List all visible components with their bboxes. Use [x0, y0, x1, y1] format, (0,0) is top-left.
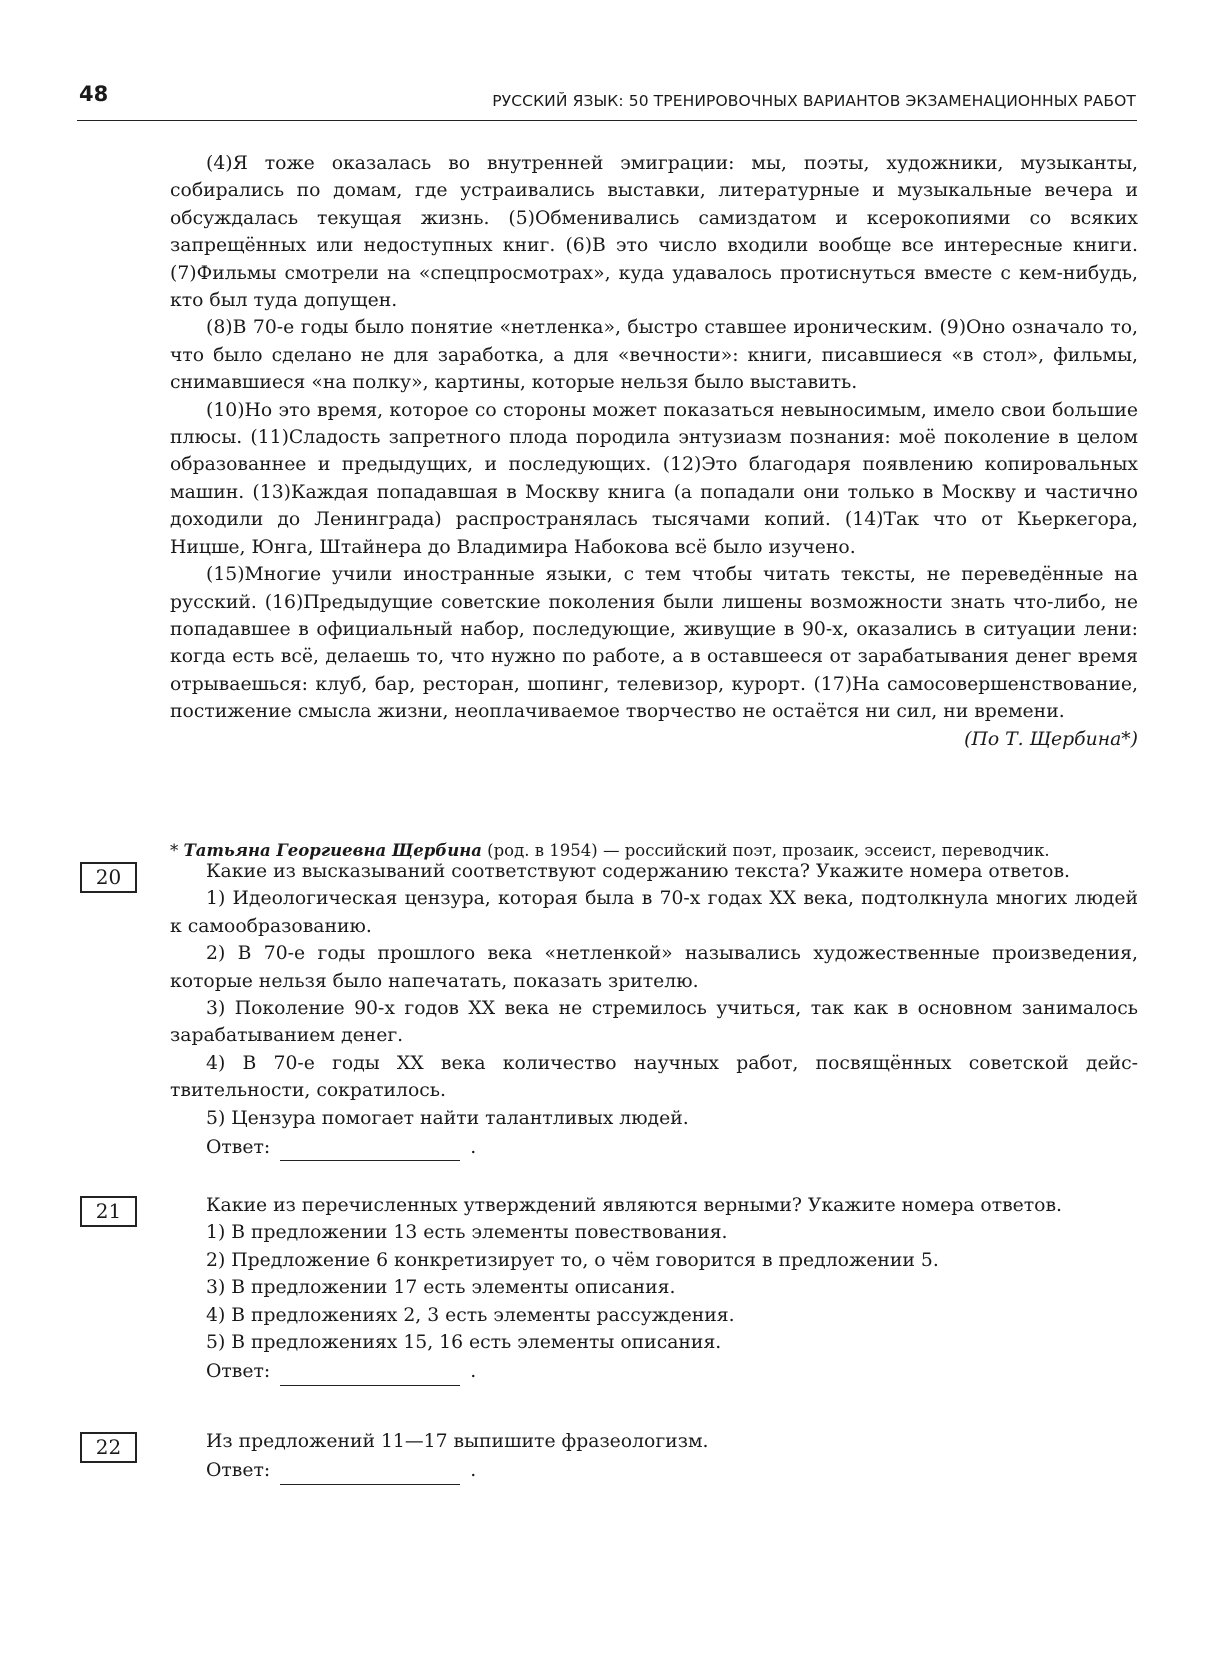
- running-head: РУССКИЙ ЯЗЫК: 50 ТРЕНИРОВОЧНЫХ ВАРИАНТОВ ЭКЗАМЕНАЦИОННЫХ РАБОТ: [492, 92, 1136, 110]
- task-option: 3) В предложении 17 есть элементы описания.: [206, 1277, 676, 1299]
- reading-text: [170, 150, 1138, 753]
- header-rule: [77, 120, 1137, 121]
- task-number-box: 22: [80, 1432, 137, 1463]
- answer-row: [206, 1358, 1138, 1385]
- paragraph: (4)Я тоже оказалась во внутренней эмиграции: мы, поэты, художники, музыканты, собирались по домам, где устраивались выставки, литературные и музыкальные вечера и обсуждалась текущая жизнь. (5)Обменивались самиздатом и ксерокопиями со всяких запрещённых или недоступных книг. (6)В это число входили вообще все интересные книги. (7)Фильмы смотрели на «спецпросмотрах», куда удавалось протиснуться вместе с кем-нибудь, кто был туда допущен.: [170, 153, 1138, 312]
- task-option: 1) В предложении 13 есть элементы повествования.: [206, 1222, 728, 1244]
- footnote-name: Татьяна Георгиевна Щербина: [183, 841, 482, 860]
- paragraph: (15)Многие учили иностранные языки, с тем чтобы читать тексты, не переведённые на русский. (16)Предыдущие советские поколения были лишены возможности знать что-либо, не попадавшее в официальный набор, последующие, живущие в 90-х, оказались в ситуации лени: когда есть всё, делаешь то, что нужно по работе, а в оставшееся от зарабатывания денег время отрываешься: клуб, бар, ресторан, шопинг, телевизор, курорт. (17)На самосовершенствование, постижение смысла жизни, неоплачиваемое творчество не остаётся ни сил, ни времени.: [170, 564, 1138, 723]
- task-22: [170, 1428, 1138, 1485]
- task-21: [170, 1192, 1138, 1386]
- answer-end: .: [470, 1361, 477, 1383]
- answer-field[interactable]: [280, 1142, 460, 1161]
- task-number-box: 20: [80, 862, 137, 893]
- footnote-marker: *: [170, 841, 184, 860]
- answer-row: [206, 1134, 1138, 1161]
- page-number: 48: [79, 82, 109, 106]
- attribution: (По Т. Щербина*): [964, 728, 1138, 750]
- task-option: 4) В 70-е годы XX века количество научных работ, посвящённых советской действительности, сократилось.: [170, 1052, 1138, 1102]
- paragraph: (8)В 70-е годы было понятие «нетленка», быстро ставшее ироническим. (9)Оно означало то, что было сделано не для заработка, а для «вечности»: книги, писавшиеся «в стол», фильмы, снимавшиеся «на полку», картины, которые нельзя было выставить.: [170, 317, 1138, 394]
- task-question: Какие из высказываний соответствуют содержанию текста? Укажите номера ответов.: [206, 861, 1071, 882]
- answer-end: .: [470, 1137, 477, 1159]
- answer-field[interactable]: [280, 1466, 460, 1485]
- task-number-box: 21: [80, 1196, 137, 1227]
- paragraph: (10)Но это время, которое со стороны может показаться невыносимым, имело свои большие плюсы. (11)Сладость запретного плода породила энтузиазм познания: моё поколение в целом образованнее и предыдущих, и последующих. (12)Это благодаря появлению копировальных машин. (13)Каждая попадавшая в Москву книга (а попадали они только в Москву и частично доходили до Ленинграда) распространялась тысячами копий. (14)Так что от Кьеркегора, Ницше, Юнга, Штайнера до Владимира Набокова всё было изучено.: [170, 399, 1138, 558]
- footnote-text: (род. в 1954) — российский поэт, прозаик, эссеист, переводчик.: [481, 841, 1050, 860]
- answer-label: Ответ:: [206, 1460, 271, 1482]
- answer-label: Ответ:: [206, 1361, 271, 1383]
- answer-label: Ответ:: [206, 1137, 271, 1159]
- task-question: Какие из перечисленных утверждений являются верными? Укажите номера ответов.: [206, 1195, 1063, 1216]
- answer-row: [206, 1457, 1138, 1484]
- task-option: 1) Идеологическая цензура, которая была в 70-х годах XX века, подтолкнула многих людей к самообразованию.: [170, 888, 1138, 937]
- task-option: 5) В предложениях 15, 16 есть элементы описания.: [206, 1332, 722, 1354]
- task-option: 3) Поколение 90-х годов XX века не стремилось учиться, так как в основном занималось зарабатыванием денег.: [170, 998, 1138, 1047]
- task-20: [170, 858, 1138, 1161]
- answer-field[interactable]: [280, 1367, 460, 1386]
- task-option: 2) В 70-е годы прошлого века «нетленкой» назывались художественные произведения, которые нельзя было напечатать, показать зрителю.: [170, 943, 1138, 992]
- task-question: Из предложений 11—17 выпишите фразеологизм.: [206, 1431, 709, 1452]
- task-option: 4) В предложениях 2, 3 есть элементы рассуждения.: [206, 1304, 735, 1326]
- task-option: 5) Цензура помогает найти талантливых людей.: [206, 1107, 689, 1129]
- answer-end: .: [470, 1460, 477, 1482]
- task-option: 2) Предложение 6 конкретизирует то, о чём говорится в предложении 5.: [206, 1249, 939, 1271]
